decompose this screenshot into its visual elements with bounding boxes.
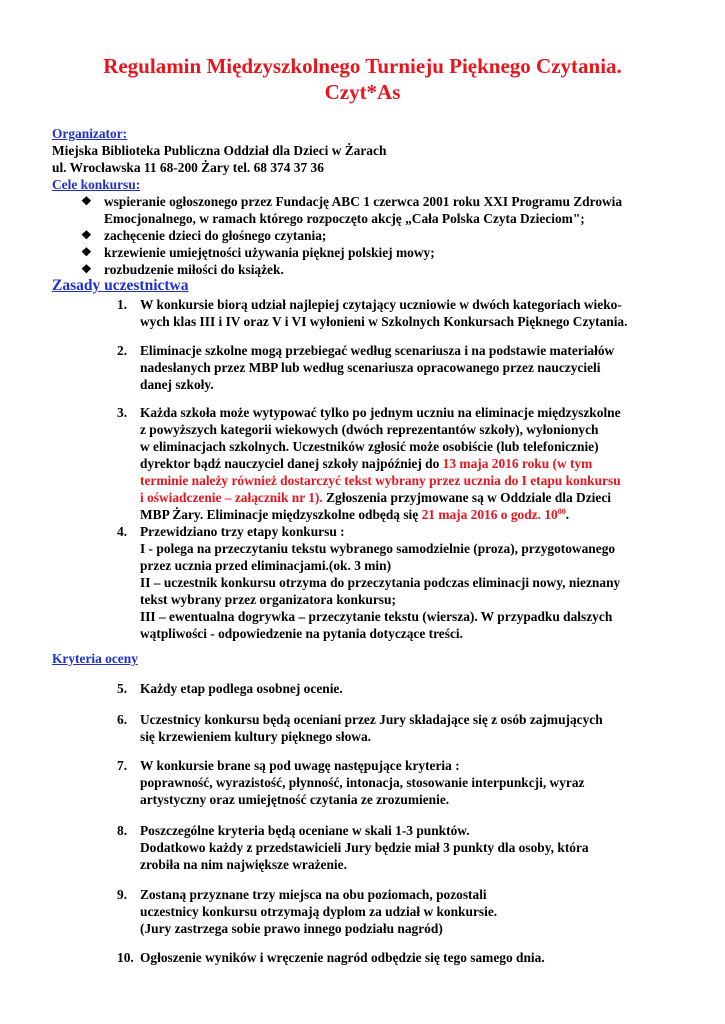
- event-date-highlight: 21 maja 2016 o godz. 10: [421, 507, 558, 522]
- rule-text: się krzewieniem kultury pięknego słowa.: [140, 729, 371, 744]
- rule-text: poprawność, wyrazistość, płynność, intonacja, stosowanie interpunkcji, wyraz: [140, 775, 585, 790]
- criteria-heading: Kryteria oceny: [52, 651, 138, 666]
- rule-text-part: Zgłoszenia przyjmowane są w Oddziale dla Dzieci: [322, 490, 611, 505]
- rule-text: III – ewentualna dogrywka – przeczytanie tekstu (wiersza). W przypadku dalszych: [140, 609, 613, 624]
- rule-number: 7.: [117, 758, 128, 773]
- rule-text: Każdy etap podlega osobnej ocenie.: [140, 681, 343, 696]
- rule-text: nadesłanych przez MBP lub według scenariusza opracowanego przez nauczycieli: [140, 360, 601, 375]
- rule-number: 9.: [117, 887, 128, 902]
- rule-text: (Jury zastrzega sobie prawo innego podziału nagród): [140, 921, 443, 936]
- deadline-highlight: terminie należy również dostarczyć tekst wybrany przez ucznia do I etapu konkursu: [140, 473, 621, 488]
- organizer-address: ul. Wrocławska 11 68-200 Żary tel. 68 374 37 36: [52, 160, 324, 175]
- rule-text: Uczestnicy konkursu będą oceniani przez Jury składające się z osób zajmujących: [140, 712, 603, 727]
- rule-number: 4.: [117, 524, 128, 539]
- organizer-name: Miejska Biblioteka Publiczna Oddział dla Dzieci w Żarach: [52, 143, 387, 158]
- rule-text: uczestnicy konkursu otrzymają dyplom za udział w konkursie.: [140, 904, 498, 919]
- rule-text-part: dyrektor bądź nauczyciel danej szkoły najpóźniej do: [140, 456, 443, 471]
- goals-heading: Cele konkursu:: [52, 177, 141, 192]
- document-subtitle: Czyt*As: [324, 80, 401, 104]
- rule-text: wątpliwości - odpowiedzenie na pytania dotyczące treści.: [140, 626, 463, 641]
- rule-text: II – uczestnik konkursu otrzyma do przeczytania podczas eliminacji nowy, nieznany: [140, 575, 621, 590]
- rule-text: [140, 489, 611, 506]
- rule-number: 2.: [117, 343, 128, 358]
- rule-text: przez ucznia przed eliminacjami.(ok. 3 min): [140, 558, 392, 573]
- rule-text: [140, 455, 592, 472]
- list-item: wspieranie ogłoszonego przez Fundację ABC 1 czerwca 2001 roku XXI Programu Zdrowia: [104, 194, 623, 209]
- rule-number: 3.: [117, 405, 128, 420]
- rule-text: w eliminacjach szkolnych. Uczestników zgłosić może osobiście (lub telefonicznie): [140, 439, 599, 454]
- rule-number: 6.: [117, 712, 128, 727]
- rule-text: artystyczny oraz umiejętność czytania ze zrozumienie.: [140, 792, 450, 807]
- diamond-bullet-icon: ❖: [81, 228, 92, 242]
- list-item: rozbudzenie miłości do książek.: [104, 262, 284, 277]
- rule-text: Dodatkowo każdy z przedstawicieli Jury będzie miał 3 punkty dla osoby, która: [140, 840, 589, 855]
- event-time-minutes: 00: [557, 507, 566, 516]
- rule-text: zrobiła na nim największe wrażenie.: [140, 857, 347, 872]
- rule-text: I - polega na przeczytaniu tekstu wybranego samodzielnie (proza), przygotowanego: [140, 541, 616, 556]
- rule-text: Każda szkoła może wytypować tylko po jednym uczniu na eliminacje międzyszkolne: [140, 405, 621, 420]
- rule-text-part: .: [565, 507, 570, 522]
- list-item: krzewienie umiejętności używania pięknej polskiej mowy;: [104, 245, 435, 260]
- rule-text: Eliminacje szkolne mogą przebiegać według scenariusza i na podstawie materiałów: [140, 343, 615, 358]
- diamond-bullet-icon: ❖: [81, 262, 92, 276]
- list-item-continuation: Emocjonalnego, w ramach którego rozpoczęto akcję „Cała Polska Czyta Dzieciom";: [104, 211, 585, 226]
- deadline-highlight: 13 maja 2016 roku (w tym: [442, 456, 593, 471]
- rule-text: W konkursie brane są pod uwagę następujące kryteria :: [140, 758, 460, 773]
- rule-number: 1.: [117, 297, 128, 312]
- deadline-highlight: i oświadczenie – załącznik nr 1).: [140, 490, 323, 505]
- rule-text: [140, 506, 569, 523]
- rule-text: Ogłoszenie wyników i wręczenie nagród odbędzie się tego samego dnia.: [140, 950, 545, 965]
- rule-text-part: MBP Żary. Eliminacje międzyszkolne odbędą się: [140, 507, 422, 522]
- rule-text: z powyższych kategorii wiekowych (dwóch reprezentantów szkoły), wyłonionych: [140, 422, 599, 437]
- diamond-bullet-icon: ❖: [81, 245, 92, 259]
- rule-text: Przewidziano trzy etapy konkursu :: [140, 524, 345, 539]
- document-title: Regulamin Międzyszkolnego Turnieju Pięknego Czytania.: [103, 54, 622, 78]
- rule-text: tekst wybrany przez organizatora konkursu;: [140, 592, 396, 607]
- rule-text: wych klas III i IV oraz V i VI wyłonieni w Szkolnych Konkursach Pięknego Czytania.: [140, 314, 628, 329]
- list-item: zachęcenie dzieci do głośnego czytania;: [104, 228, 327, 243]
- diamond-bullet-icon: ❖: [81, 194, 92, 208]
- rule-number: 8.: [117, 823, 128, 838]
- rule-number: 10.: [117, 950, 134, 965]
- rule-text: danej szkoły.: [140, 377, 214, 392]
- participation-heading: Zasady uczestnictwa: [52, 277, 189, 294]
- rule-text: Zostaną przyznane trzy miejsca na obu poziomach, pozostali: [140, 887, 487, 902]
- rule-number: 5.: [117, 681, 128, 696]
- rule-text: W konkursie biorą udział najlepiej czytający uczniowie w dwóch kategoriach wieko-: [140, 297, 622, 312]
- rule-text: Poszczególne kryteria będą oceniane w skali 1-3 punktów.: [140, 823, 470, 838]
- organizer-heading: Organizator:: [52, 126, 128, 141]
